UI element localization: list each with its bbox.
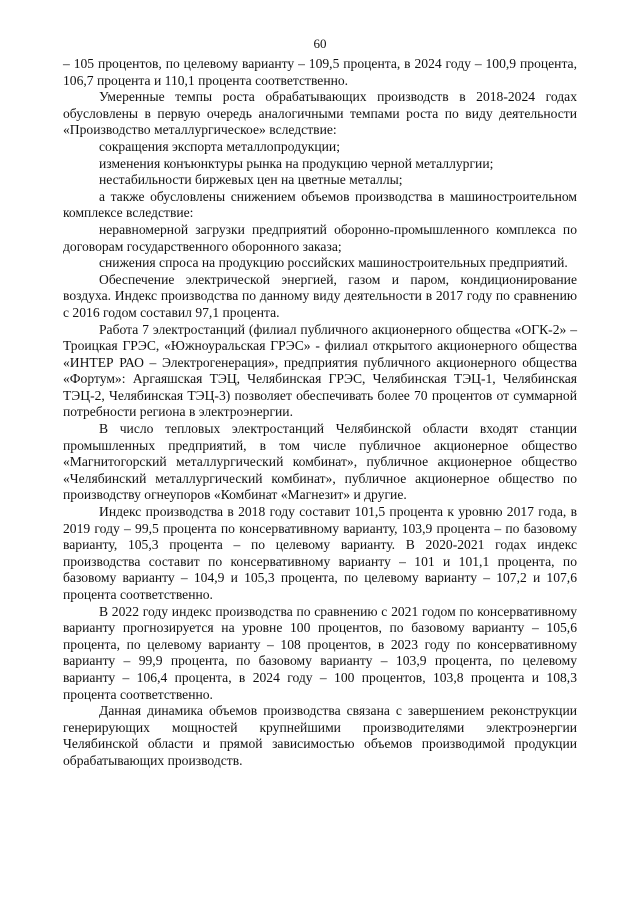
paragraph-14: Данная динамика объемов производства связана с завершением реконструкции генерирующих мощностей крупнейшими производителями электроэнергии Челябинской области и прямой зависимостью объемов производимой продукции обрабатывающих производств. [63, 703, 577, 768]
paragraph-12: Индекс производства в 2018 году составит 101,5 процента к уровню 2017 года, в 2019 году – 99,5 процента по консервативному варианту, 103,9 процента – по базовому варианту, 105,3 процента – по целевому варианту. В 2020-2021 годах индекс производства составит по консервативному варианту – 101 и 101,1 процента, по базовому варианту – 104,9 и 105,3 процента, по целевому варианту – 107,2 и 107,6 процента соответственно. [63, 504, 577, 602]
list-item-load: неравномерной загрузки предприятий оборонно-промышленного комплекса по договорам государственного оборонного заказа; [63, 221, 577, 254]
list-item-prices: нестабильности биржевых цен на цветные металлы; [99, 172, 403, 188]
list-item-export: сокращения экспорта металлопродукции; [99, 138, 340, 154]
paragraph-10: Работа 7 электростанций (филиал публичного акционерного общества «ОГК-2» – Троицкая ГРЭС, «Южноуральская ГРЭС» - филиал открытого акционерного общества «ИНТЕР РАО – Электрогенерация», предприятия публичного акционерного общества «Фортум»: Аргаяшская ТЭЦ, Челябинская ГРЭС, Челябинская ТЭЦ-1, Челябинская ТЭЦ-2, Челябинская ТЭЦ-3) позволяет обеспечивать более 70 процентов от суммарной потребности региона в электроэнергии. [63, 321, 577, 420]
paragraph-1: – 105 процентов, по целевому варианту – 109,5 процента, в 2024 году – 100,9 процента, 106,7 процента и 110,1 процента соответственно. [63, 56, 577, 88]
list-item-demand: снижения спроса на продукцию российских машиностроительных предприятий. [99, 255, 568, 271]
paragraph-13: В 2022 году индекс производства по сравнению с 2021 годом по консервативному варианту прогнозируется на уровне 100 процентов, по базовому варианту – 105,6 процента, по целевому варианту – 108 процентов, в 2023 году по консервативному варианту – 99,9 процента, по базовому варианту – 103,9 процента, по целевому варианту – 106,4 процента, в 2024 году – 100 процентов, 103,8 процента и 108,3 процента соответственно. [63, 603, 577, 702]
page-number: 60 [313, 36, 327, 51]
list-item-market: изменения конъюнктуры рынка на продукцию черной металлургии; [99, 155, 494, 171]
document-body [63, 56, 577, 770]
paragraph-11: В число тепловых электростанций Челябинской области входят станции промышленных предприятий, в том числе публичное акционерное общество «Магнитогорский металлургический комбинат», публичное акционерное общество «Челябинский металлургический комбинат», публичное акционерное общество по производству огнеупоров «Комбинат «Магнезит» и другие. [63, 421, 577, 503]
paragraph-6: а также обусловлены снижением объемов производства в машиностроительном комплексе вследствие: [63, 188, 577, 221]
paragraph-9: Обеспечение электрической энергией, газом и паром, кондиционирование воздуха. Индекс производства по данному виду деятельности в 2017 году по сравнению с 2016 годом составил 97,1 процента. [63, 271, 577, 320]
paragraph-2: Умеренные темпы роста обрабатывающих производств в 2018-2024 годах обусловлены в первую очередь аналогичными темпами роста по виду деятельности «Производство металлургическое» вследствие: [63, 89, 577, 138]
